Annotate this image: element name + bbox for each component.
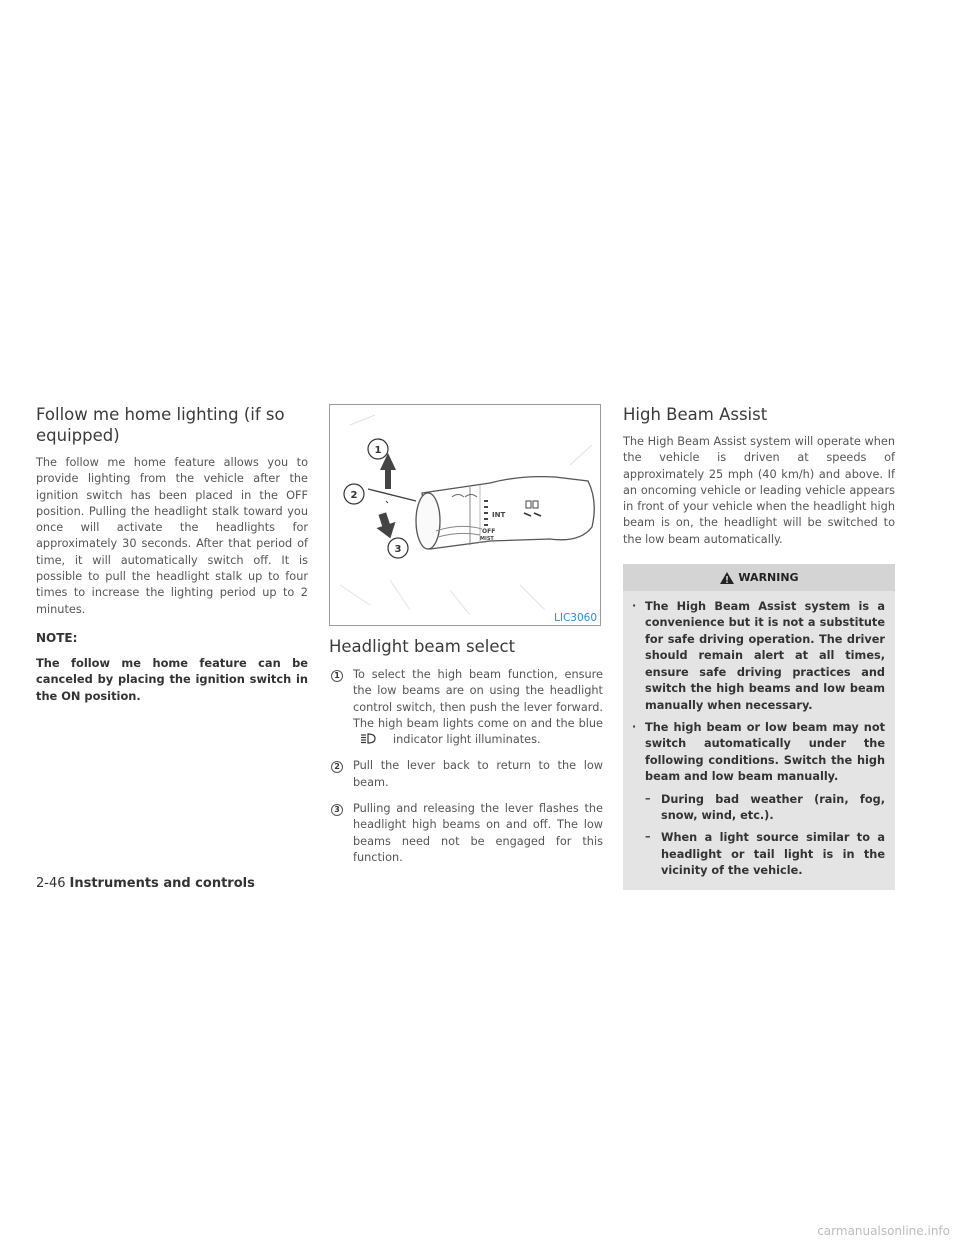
step-text: To select the high beam function, ensure the low beams are on using the headlight control switch, then push the lever forward. The high beam lights come on and the blue bbox=[353, 668, 603, 730]
dash: – bbox=[645, 791, 651, 805]
warning-subtext: When a light source similar to a headlight or tail light is in the vicinity of the vehicle. bbox=[661, 831, 885, 878]
note-label: NOTE: bbox=[36, 630, 78, 645]
off-label: OFF bbox=[482, 528, 496, 535]
list-item bbox=[329, 801, 603, 866]
warning-body bbox=[623, 591, 895, 890]
svg-text:3: 3 bbox=[394, 544, 402, 555]
callout-2 bbox=[344, 484, 364, 504]
pull-back-arrow bbox=[373, 510, 400, 541]
list-item bbox=[629, 792, 885, 825]
high-beam-assist-body: The High Beam Assist system will operate when the vehicle is driven at speeds of approximately 25 mph (40 km/h) and above. If an oncoming vehicle or leading vehicle appears in front of your vehicle when the headlight high beam is on, the headlight will be switched to the low beam automatically. bbox=[623, 435, 895, 546]
column-follow-me-home bbox=[36, 404, 308, 704]
list-item bbox=[629, 720, 885, 786]
svg-text:2: 2 bbox=[350, 490, 358, 501]
follow-me-home-body: The follow me home feature allows you to provide lighting from the vehicle after the ignition switch has been placed in the OFF position. Pulling the headlight stalk toward you once will activate the headlights for approximately 30 seconds. After that period of time, it will automatically switch off. It is possible to pull the headlight stalk up to four times to increase the lighting period up to 2 minutes. bbox=[36, 456, 308, 616]
callout-3 bbox=[388, 538, 408, 558]
warning-text: The high beam or low beam may not switch automatically under the following conditions. Switch the high beam and low beam manually. bbox=[645, 720, 885, 784]
step-text: Pull the lever back to return to the low beam. bbox=[353, 759, 603, 789]
section-heading-high-beam-assist: High Beam Assist bbox=[623, 405, 768, 424]
section-heading-headlight-beam: Headlight beam select bbox=[329, 637, 516, 656]
warning-triangle-icon bbox=[719, 571, 735, 585]
section-heading-follow-me-home: Follow me home lighting (if so equipped) bbox=[36, 405, 285, 445]
callout-1 bbox=[368, 439, 388, 459]
column-headlight-beam bbox=[329, 404, 603, 866]
step-text-cont: indicator light illuminates. bbox=[393, 733, 541, 747]
dash: – bbox=[645, 830, 651, 844]
high-beam-indicator-icon bbox=[359, 733, 377, 744]
headlight-stalk-illustration bbox=[330, 405, 600, 625]
step-text: Pulling and releasing the lever flashes the headlight high beams on and off. The low beams need not be engaged for this function. bbox=[353, 802, 603, 864]
warning-header bbox=[623, 564, 895, 591]
bullet: · bbox=[632, 719, 637, 733]
figure-code: LIC3060 bbox=[554, 612, 597, 624]
list-item bbox=[329, 758, 603, 791]
column-high-beam-assist bbox=[623, 404, 895, 890]
headlight-stalk-figure bbox=[329, 404, 601, 626]
page-footer bbox=[36, 876, 255, 891]
list-item bbox=[329, 667, 603, 748]
int-label: INT bbox=[492, 511, 506, 519]
step-number: 3 bbox=[331, 804, 343, 816]
page-number: 2-46 bbox=[36, 876, 66, 891]
step-number: 2 bbox=[331, 761, 343, 773]
mist-label: MIST bbox=[480, 536, 494, 542]
warning-subtext: During bad weather (rain, fog, snow, wind, etc.). bbox=[661, 792, 885, 822]
warning-title: WARNING bbox=[738, 571, 799, 585]
warning-text: The High Beam Assist system is a convenience but it is not a substitute for safe driving operation. The driver should remain alert at all times, ensure safe driving practices and switch the high beams and low beam manually when necessary. bbox=[645, 600, 885, 712]
list-item bbox=[629, 599, 885, 714]
step-number: 1 bbox=[331, 670, 343, 682]
svg-text:1: 1 bbox=[374, 445, 382, 456]
section-title: Instruments and controls bbox=[69, 876, 255, 891]
bullet: · bbox=[632, 599, 637, 613]
note-text: The follow me home feature can be canceled by placing the ignition switch in the ON position. bbox=[36, 655, 308, 703]
list-item bbox=[629, 830, 885, 879]
watermark: carmanualsonline.info bbox=[817, 1224, 950, 1238]
